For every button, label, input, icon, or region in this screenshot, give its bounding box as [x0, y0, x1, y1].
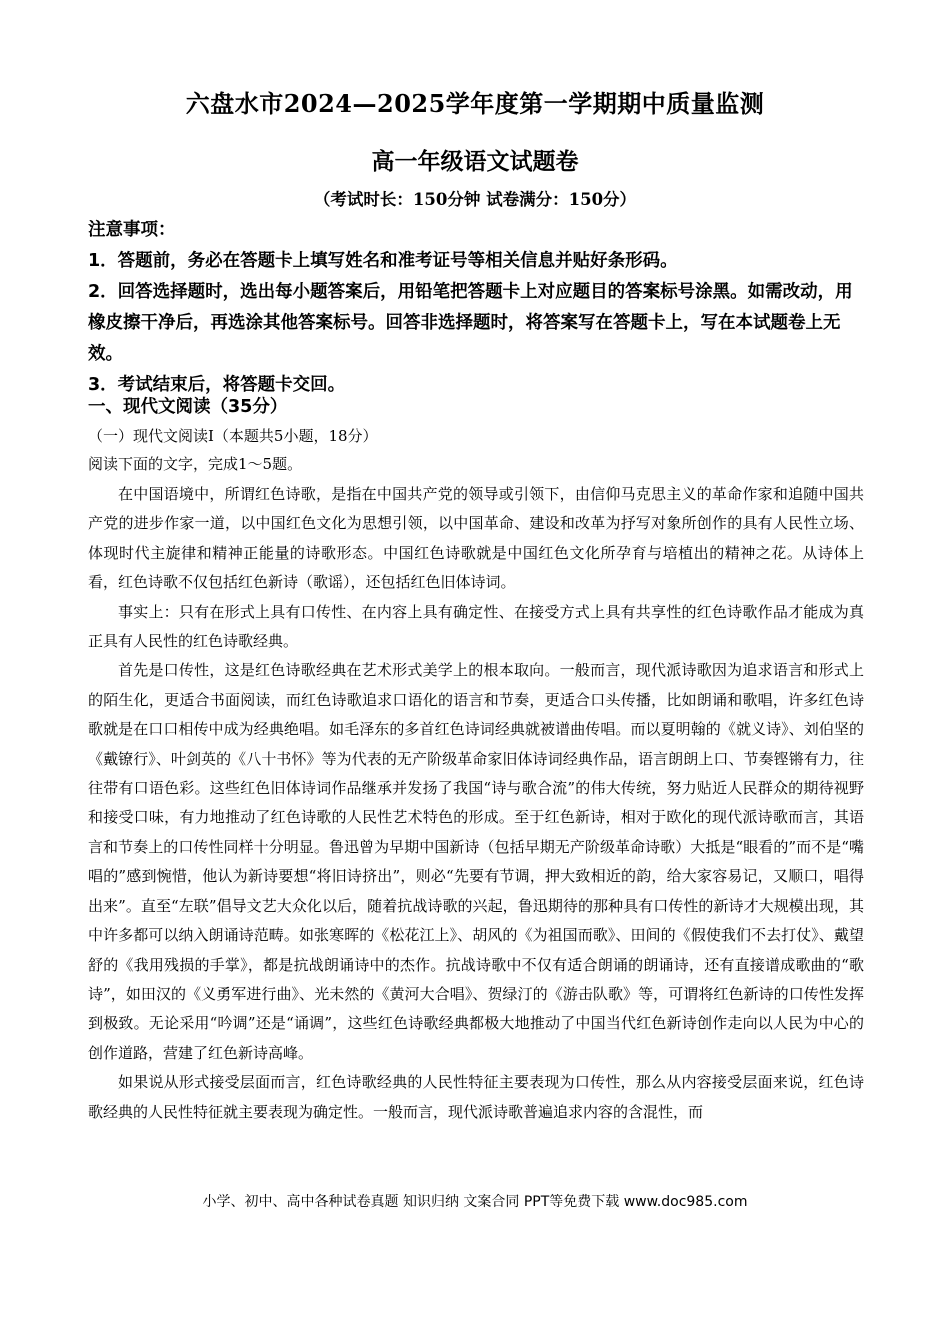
section-heading: 一、现代文阅读（35分）	[88, 397, 288, 417]
exam-info: （考试时长：150分钟 试卷满分：150分）	[313, 190, 637, 209]
exam-title: 六盘水市2024—2025学年度第一学期期中质量监测	[185, 89, 765, 118]
section-subheading: （一）现代文阅读I（本题共5小题，18分）	[88, 427, 378, 445]
notice-heading: 注意事项：	[88, 220, 176, 240]
reading-passage	[88, 480, 864, 1127]
page-footer: 小学、初中、高中各种试卷真题 知识归纳 文案合同 PPT等免费下载 www.doc985.com	[202, 1194, 748, 1210]
notice-block	[88, 215, 864, 401]
passage-paragraph: 事实上：只有在形式上具有口传性、在内容上具有确定性、在接受方式上具有共享性的红色诗歌作品才能成为真正具有人民性的红色诗歌经典。	[88, 602, 864, 651]
passage-paragraph: 首先是口传性，这是红色诗歌经典在艺术形式美学上的根本取向。一般而言，现代派诗歌因为追求语言和形式上的陌生化，更适合书面阅读，而红色诗歌追求口语化的语言和节奏，更适合口头传播，比如朗诵和歌唱，许多红色诗歌就是在口口相传中成为经典绝唱。如毛泽东的多首红色诗词经典就被谱曲传唱。而以夏明翰的《就义诗》、刘伯坚的《戴镣行》、叶剑英的《八十书怀》等为代表的无产阶级革命家旧体诗词经典作品，语言朗朗上口、节奏铿锵有力，往往带有口语色彩。这些红色旧体诗词作品继承并发扬了我国“诗与歌合流”的伟大传统，努力贴近人民群众的期待视野和接受口味，有力地推动了红色诗歌的人民性艺术特色的形成。至于红色新诗，相对于欧化的现代派诗歌而言，其语言和节奏上的口传性同样十分明显。鲁迅曾为早期中国新诗（包括早期无产阶级革命诗歌）大抵是“眼看的”而不是“嘴唱的”感到惋惜，他认为新诗要想“将旧诗挤出”，则必“先要有节调，押大致相近的韵，给大家容易记，又顺口，唱得出来”。直至“左联”倡导文艺大众化以后，随着抗战诗歌的兴起，鲁迅期待的那种具有口传性的新诗才大规模出现，其中许多都可以纳入朗诵诗范畴。如张寒晖的《松花江上》、胡风的《为祖国而歌》、田间的《假使我们不去打仗》、戴望舒的《我用残损的手掌》，都是抗战朗诵诗中的杰作。抗战诗歌中不仅有适合朗诵的朗诵诗，还有直接谱成歌曲的“歌诗”，如田汉的《义勇军进行曲》、光未然的《黄河大合唱》、贺绿汀的《游击队歌》等，可谓将红色新诗的口传性发挥到极致。无论采用“吟调”还是“诵调”，这些红色诗歌经典都极大地推动了中国当代红色新诗创作走向以人民为中心的创作道路，营建了红色新诗高峰。	[88, 661, 864, 1062]
notice-item: 2．回答选择题时，选出每小题答案后，用铅笔把答题卡上对应题目的答案标号涂黑。如需改动，用橡皮擦干净后，再选涂其他答案标号。回答非选择题时，将答案写在答题卡上，写在本试题卷上无效。	[88, 282, 853, 364]
exam-subtitle: 高一年级语文试题卷	[371, 148, 579, 175]
notice-item: 3．考试结束后，将答题卡交回。	[88, 375, 346, 395]
passage-paragraph: 如果说从形式接受层面而言，红色诗歌经典的人民性特征主要表现为口传性，那么从内容接受层面来说，红色诗歌经典的人民性特征就主要表现为确定性。一般而言，现代派诗歌普遍追求内容的含混性，而	[88, 1073, 864, 1121]
passage-paragraph: 在中国语境中，所谓红色诗歌，是指在中国共产党的领导或引领下，由信仰马克思主义的革命作家和追随中国共产党的进步作家一道，以中国红色文化为思想引领，以中国革命、建设和改革为抒写对象所创作的具有人民性立场、体现时代主旋律和精神正能量的诗歌形态。中国红色诗歌就是中国红色文化所孕育与培植出的精神之花。从诗体上看，红色诗歌不仅包括红色新诗（歌谣），还包括红色旧体诗词。	[88, 485, 864, 592]
notice-item: 1．答题前，务必在答题卡上填写姓名和准考证号等相关信息并贴好条形码。	[88, 251, 678, 271]
section-instruction: 阅读下面的文字，完成1～5题。	[88, 455, 303, 473]
